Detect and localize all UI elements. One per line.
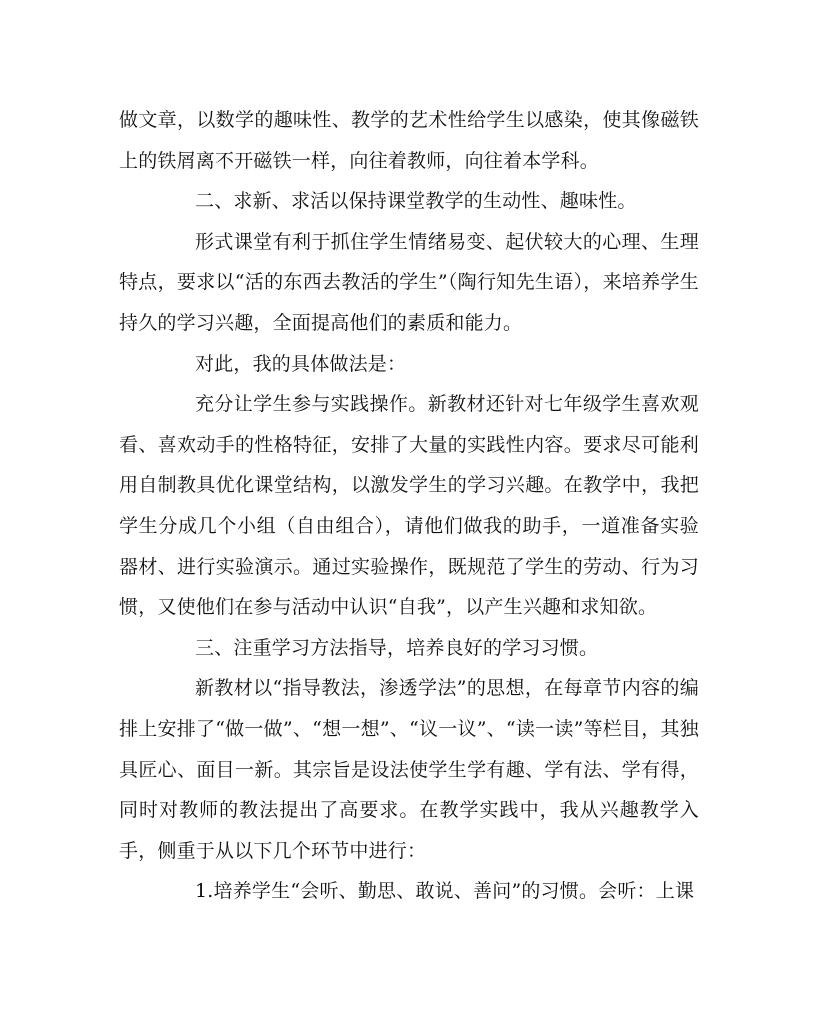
paragraph-classroom-form: 形式课堂有利于抓住学生情绪易变、起伏较大的心理、生理特点，要求以“活的东西去教活的学生”（陶行知先生语），来培养学生持久的学习兴趣，全面提高他们的素质和能力。 bbox=[119, 230, 699, 334]
section-heading-three: 三、注重学习方法指导，培养良好的学习习惯。 bbox=[195, 636, 599, 659]
document-body bbox=[119, 100, 699, 912]
paragraph-habit-one: 1.培养学生“会听、勤思、敢说、善问”的习惯。会听：上课 bbox=[195, 880, 695, 903]
section-heading-two: 二、求新、求活以保持课堂教学的生动性、趣味性。 bbox=[195, 190, 637, 213]
paragraph-practice: 充分让学生参与实践操作。新教材还针对七年级学生喜欢观看、喜欢动手的性格特征，安排了大量的实践性内容。要求尽可能利用自制教具优化课堂结构，以激发学生的学习兴趣。在教学中，我把学生分成几个小组（自由组合），请他们做我的助手，一道准备实验器材、进行实验演示。通过实验操作，既规范了学生的劳动、行为习惯，又使他们在参与活动中认识“自我”，以产生兴趣和求知欲。 bbox=[119, 393, 699, 619]
paragraph-method-intro: 对此，我的具体做法是： bbox=[195, 352, 407, 375]
paragraph-continuation: 做文章，以数学的趣味性、教学的艺术性给学生以感染，使其像磁铁上的铁屑离不开磁铁一样，向往着教师，向往着本学科。 bbox=[119, 109, 699, 172]
paragraph-new-textbook: 新教材以“指导教法，渗透学法”的思想，在每章节内容的编排上安排了“做一做”、“想一想”、“议一议”、“读一读”等栏目，其独具匠心、面目一新。其宗旨是设法使学生学有趣、学有法、学有得，同时对教师的教法提出了高要求。在教学实践中，我从兴趣教学入手，侧重于从以下几个环节中进行： bbox=[119, 677, 699, 862]
